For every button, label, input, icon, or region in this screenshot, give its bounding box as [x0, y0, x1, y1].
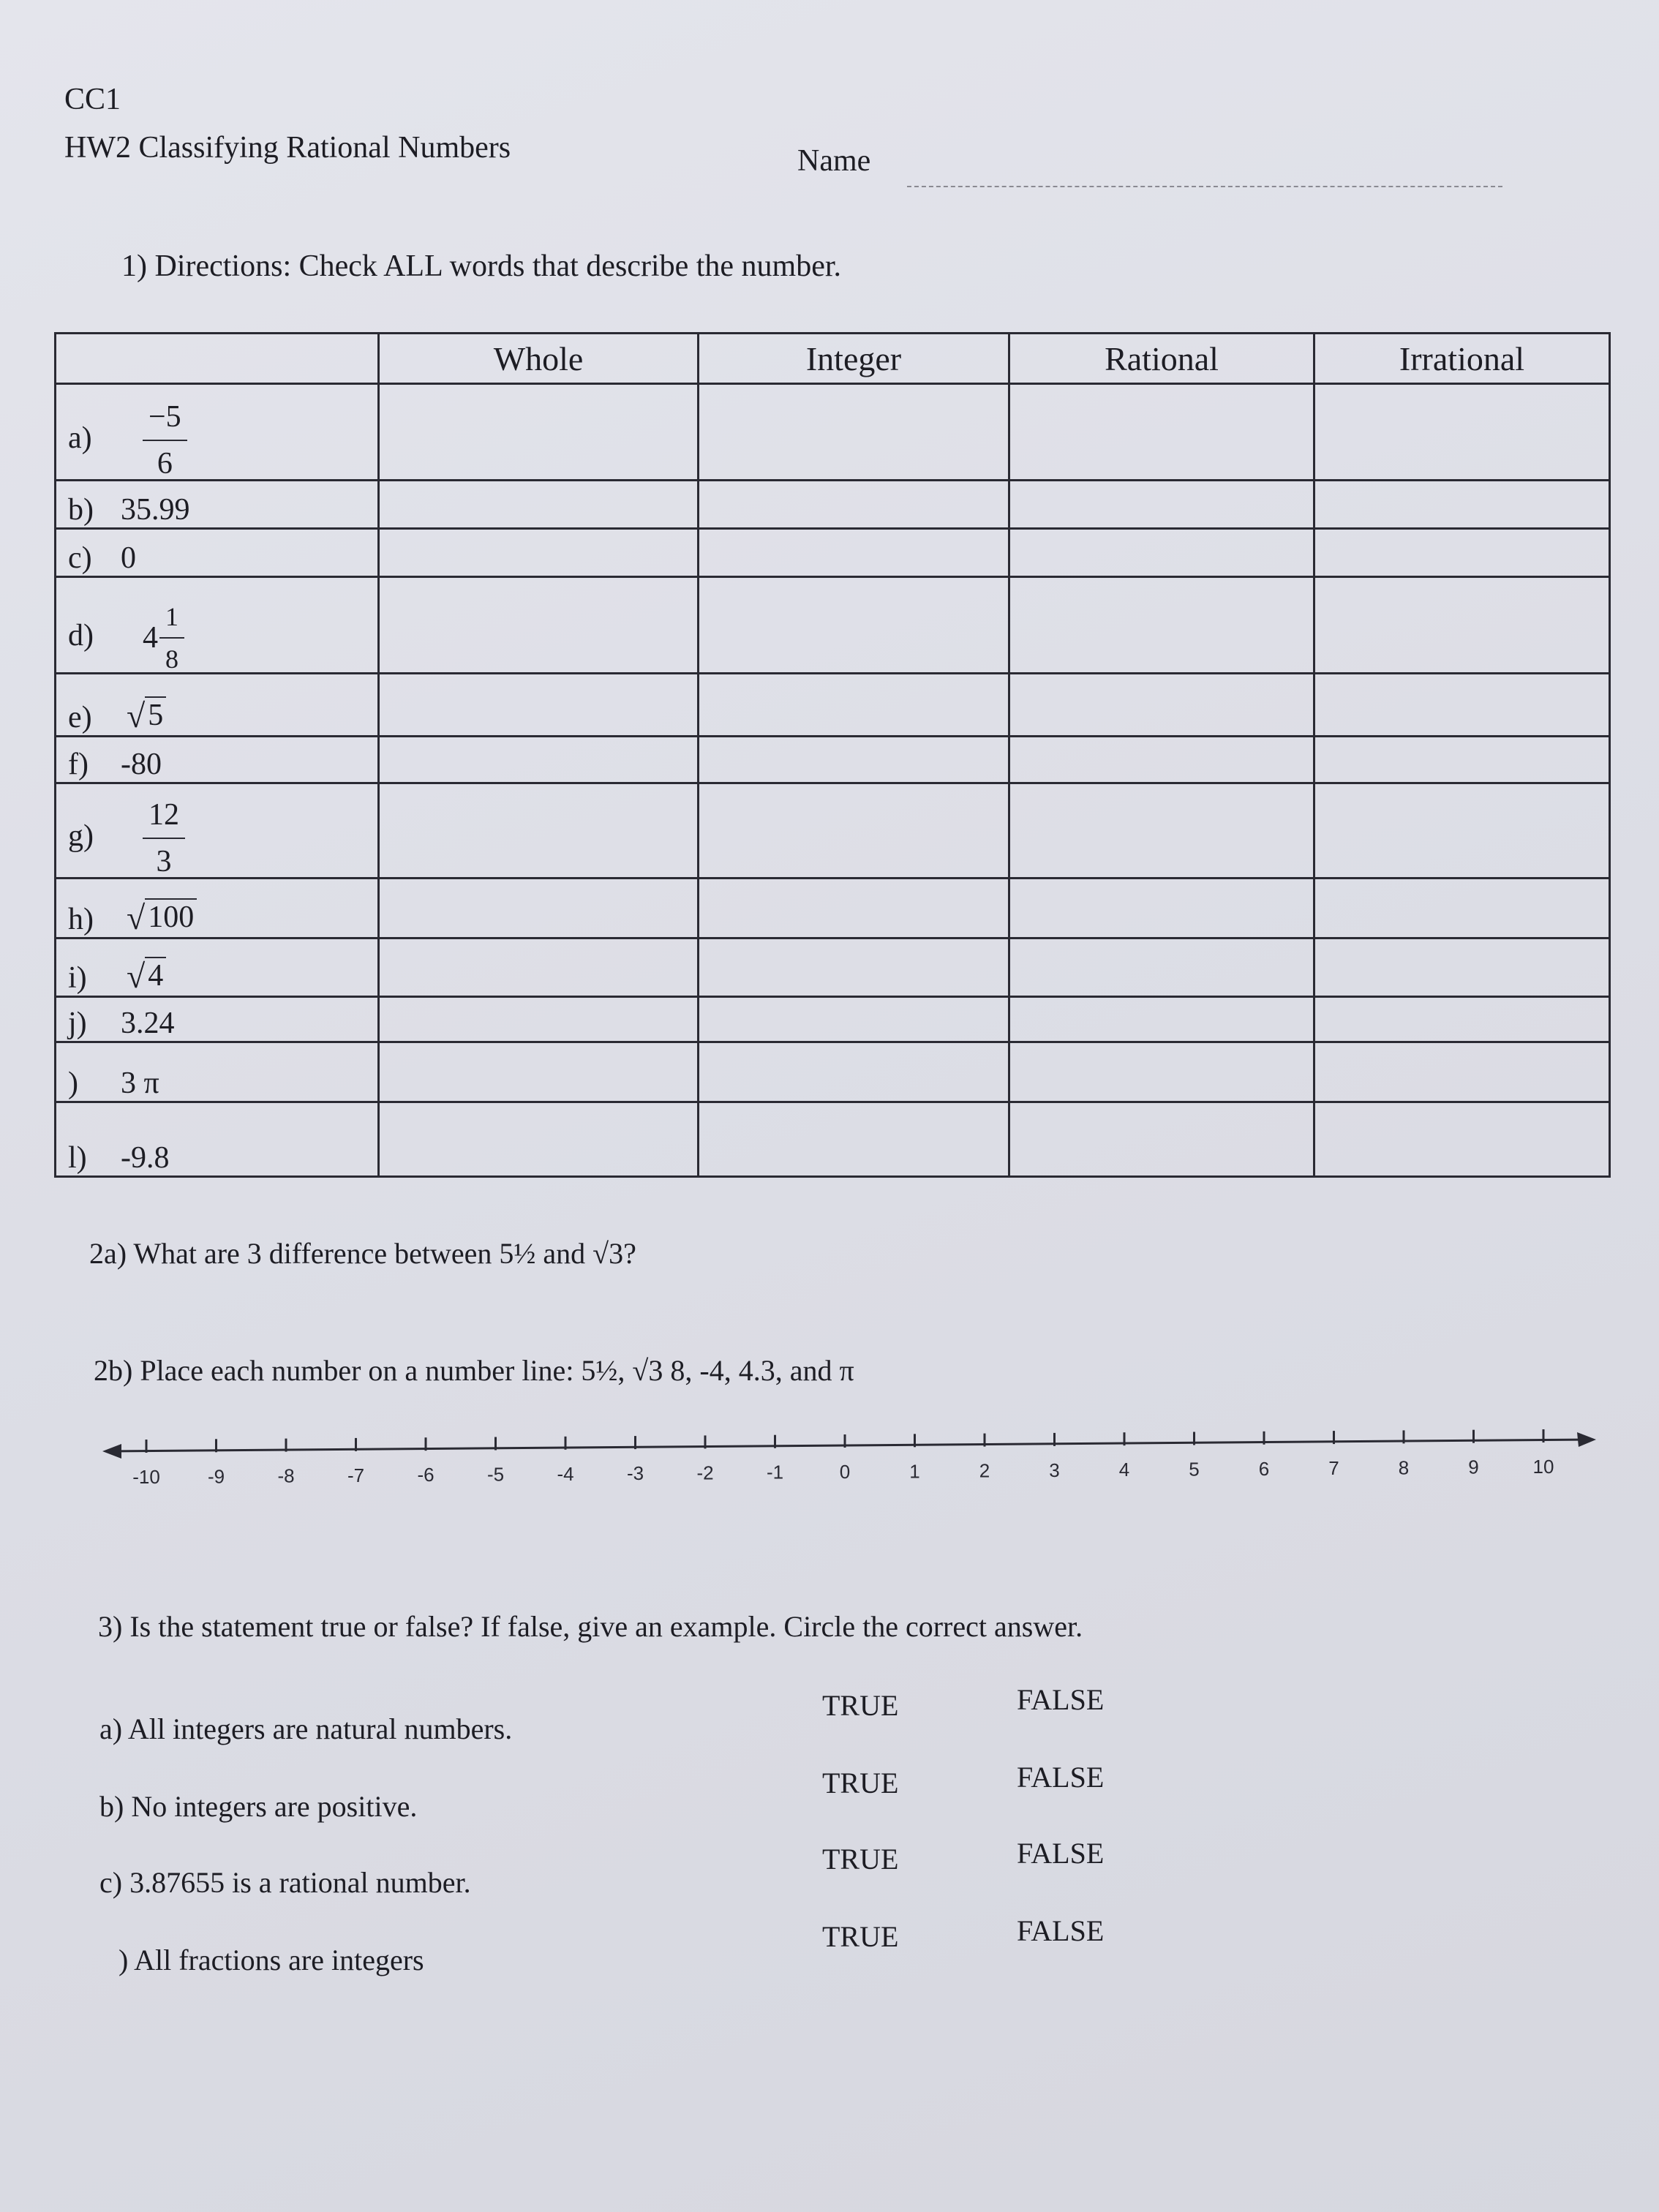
radical-icon: √: [127, 958, 146, 995]
check-cell-rational[interactable]: [1009, 997, 1314, 1042]
row-label: ): [68, 1066, 78, 1100]
table-row: [56, 674, 1610, 737]
check-cell-whole[interactable]: [379, 481, 699, 529]
worksheet-title: HW2 Classifying Rational Numbers: [64, 131, 511, 165]
table-row: [56, 997, 1610, 1042]
number-cell: [56, 481, 379, 529]
number-line-tick-label: 1: [909, 1460, 920, 1483]
number-line-tick-label: -3: [626, 1462, 644, 1485]
check-cell-integer[interactable]: [699, 384, 1009, 481]
table-row: [56, 1102, 1610, 1177]
number-line-ticks: [132, 1429, 1554, 1488]
number-line-tick-label: -2: [696, 1462, 714, 1484]
number-line-tick-label: 10: [1532, 1456, 1554, 1478]
radical-icon: √: [127, 697, 146, 734]
tf-statement: b) No integers are positive.: [99, 1790, 418, 1823]
false-option[interactable]: FALSE: [1017, 1837, 1105, 1870]
number-value: 3.24: [121, 1007, 175, 1040]
check-cell-whole[interactable]: [379, 879, 699, 938]
header-whole: Whole: [379, 334, 699, 384]
check-cell-rational[interactable]: [1009, 783, 1314, 879]
number-cell: [56, 783, 379, 879]
square-root: [127, 957, 166, 996]
number-line-tick-label: -7: [347, 1464, 365, 1486]
check-cell-rational[interactable]: [1009, 938, 1314, 997]
number-line-tick-label: 5: [1189, 1458, 1200, 1481]
table-row: [56, 1042, 1610, 1102]
number-cell: [56, 938, 379, 997]
number-value: 35.99: [121, 493, 190, 527]
row-label: f): [68, 748, 89, 781]
check-cell-whole[interactable]: [379, 783, 699, 879]
right-arrow-icon: [1577, 1432, 1596, 1447]
check-cell-integer[interactable]: [699, 1042, 1009, 1102]
fraction-numerator: 1: [159, 603, 184, 639]
check-cell-irrational[interactable]: [1314, 1102, 1610, 1177]
radical-icon: √: [127, 899, 146, 936]
number-line-tick-label: 9: [1468, 1456, 1479, 1478]
number-line-tick-label: -6: [417, 1464, 434, 1486]
number-line[interactable]: [102, 1419, 1602, 1521]
table-row: [56, 481, 1610, 529]
radicand: 5: [145, 696, 166, 733]
fraction-denominator: 6: [157, 447, 173, 481]
number-line-tick-label: 6: [1258, 1457, 1270, 1480]
number-cell: [56, 529, 379, 577]
number-value: 3 π: [121, 1066, 159, 1100]
question-2a: 2a) What are 3 difference between 5½ and √3?: [89, 1237, 636, 1270]
fraction: [143, 402, 187, 479]
fraction-numerator: 12: [143, 800, 185, 839]
number-value: 0: [121, 541, 136, 575]
check-cell-whole[interactable]: [379, 1042, 699, 1102]
section1-directions: 1) Directions: Check ALL words that describe the number.: [121, 249, 842, 283]
number-line-tick-label: 4: [1118, 1459, 1130, 1481]
check-cell-integer[interactable]: [699, 1102, 1009, 1177]
number-line-tick-label: -9: [207, 1465, 225, 1488]
check-cell-irrational[interactable]: [1314, 879, 1610, 938]
number-cell: [56, 997, 379, 1042]
radicand: 100: [145, 898, 197, 935]
number-cell: [56, 737, 379, 783]
row-label: j): [68, 1007, 87, 1040]
number-cell: [56, 1042, 379, 1102]
check-cell-integer[interactable]: [699, 529, 1009, 577]
left-arrow-icon: [102, 1444, 121, 1459]
row-label: a): [68, 421, 92, 455]
false-option[interactable]: FALSE: [1017, 1683, 1105, 1716]
table-row: [56, 938, 1610, 997]
check-cell-whole[interactable]: [379, 577, 699, 674]
row-label: c): [68, 541, 92, 575]
fraction-denominator: 8: [165, 644, 178, 674]
check-cell-integer[interactable]: [699, 674, 1009, 737]
check-cell-irrational[interactable]: [1314, 737, 1610, 783]
number-line-tick-label: 8: [1398, 1456, 1410, 1479]
true-option[interactable]: TRUE: [822, 1767, 899, 1799]
check-cell-irrational[interactable]: [1314, 938, 1610, 997]
check-cell-rational[interactable]: [1009, 481, 1314, 529]
check-cell-irrational[interactable]: [1314, 783, 1610, 879]
false-option[interactable]: FALSE: [1017, 1914, 1105, 1947]
fraction-numerator: −5: [143, 402, 187, 441]
number-value: -80: [121, 748, 162, 781]
square-root: [127, 696, 166, 735]
number-line-axis: [108, 1440, 1587, 1451]
true-option[interactable]: TRUE: [822, 1920, 899, 1953]
check-cell-irrational[interactable]: [1314, 384, 1610, 481]
check-cell-integer[interactable]: [699, 997, 1009, 1042]
false-option[interactable]: FALSE: [1017, 1761, 1105, 1794]
check-cell-irrational[interactable]: [1314, 481, 1610, 529]
check-cell-rational[interactable]: [1009, 529, 1314, 577]
check-cell-whole[interactable]: [379, 1102, 699, 1177]
row-label: d): [68, 618, 94, 652]
check-cell-rational[interactable]: [1009, 674, 1314, 737]
check-cell-whole[interactable]: [379, 938, 699, 997]
row-label: l): [68, 1141, 87, 1175]
check-cell-integer[interactable]: [699, 938, 1009, 997]
table-row: [56, 737, 1610, 783]
course-code: CC1: [64, 83, 121, 116]
number-value: -9.8: [121, 1141, 170, 1175]
check-cell-irrational[interactable]: [1314, 1042, 1610, 1102]
table-header-row: [56, 334, 1610, 384]
number-cell: [56, 384, 379, 481]
check-cell-irrational[interactable]: [1314, 997, 1610, 1042]
check-cell-integer[interactable]: [699, 879, 1009, 938]
check-cell-irrational[interactable]: [1314, 577, 1610, 674]
name-label: Name: [797, 144, 871, 178]
classification-table: [54, 332, 1611, 1178]
question-3-prompt: 3) Is the statement true or false? If false, give an example. Circle the correct answer.: [98, 1610, 1083, 1643]
check-cell-integer[interactable]: [699, 737, 1009, 783]
check-cell-rational[interactable]: [1009, 384, 1314, 481]
number-line-tick-label: -4: [557, 1462, 574, 1485]
check-cell-irrational[interactable]: [1314, 674, 1610, 737]
check-cell-whole[interactable]: [379, 737, 699, 783]
number-line-tick-label: -8: [277, 1464, 295, 1487]
tf-statement: c) 3.87655 is a rational number.: [99, 1866, 471, 1899]
header-irrational: Irrational: [1314, 334, 1610, 384]
number-line-tick-label: 2: [979, 1459, 990, 1482]
table-row: [56, 577, 1610, 674]
tf-statement: a) All integers are natural numbers.: [99, 1712, 513, 1745]
number-line-tick-label: -1: [766, 1461, 784, 1483]
check-cell-rational[interactable]: [1009, 737, 1314, 783]
header-empty-cell: [56, 334, 379, 384]
check-cell-rational[interactable]: [1009, 879, 1314, 938]
header-integer: Integer: [699, 334, 1009, 384]
number-cell: [56, 674, 379, 737]
true-option[interactable]: TRUE: [822, 1689, 899, 1722]
check-cell-whole[interactable]: [379, 529, 699, 577]
number-line-tick-label: 0: [839, 1461, 851, 1483]
header-rational: Rational: [1009, 334, 1314, 384]
table-row: [56, 384, 1610, 481]
table-row: [56, 879, 1610, 938]
number-line-tick-label: -5: [486, 1463, 505, 1486]
number-line-tick-label: 3: [1049, 1459, 1060, 1481]
mixed-whole: 4: [143, 621, 158, 655]
name-field-line[interactable]: [907, 186, 1502, 187]
question-2b: 2b) Place each number on a number line: 5½, √3 8, -4, 4.3, and π: [94, 1354, 854, 1387]
fraction: [143, 800, 185, 877]
check-cell-integer[interactable]: [699, 783, 1009, 879]
table-body: [56, 384, 1610, 1177]
fraction: [159, 603, 184, 672]
tf-statement: ) All fractions are integers: [118, 1944, 424, 1976]
check-cell-irrational[interactable]: [1314, 529, 1610, 577]
check-cell-rational[interactable]: [1009, 1102, 1314, 1177]
mixed-number: [143, 603, 184, 672]
check-cell-whole[interactable]: [379, 674, 699, 737]
row-label: h): [68, 903, 94, 936]
number-line-tick-label: 7: [1328, 1457, 1339, 1480]
check-cell-rational[interactable]: [1009, 577, 1314, 674]
number-cell: [56, 577, 379, 674]
table-row: [56, 783, 1610, 879]
check-cell-integer[interactable]: [699, 481, 1009, 529]
row-label: i): [68, 961, 87, 995]
square-root: [127, 898, 197, 937]
table-row: [56, 529, 1610, 577]
true-option[interactable]: TRUE: [822, 1843, 899, 1876]
row-label: b): [68, 493, 94, 527]
number-cell: [56, 1102, 379, 1177]
number-line-tick-label: -10: [132, 1466, 160, 1488]
number-cell: [56, 879, 379, 938]
check-cell-whole[interactable]: [379, 384, 699, 481]
check-cell-whole[interactable]: [379, 997, 699, 1042]
row-label: e): [68, 701, 92, 734]
row-label: g): [68, 819, 94, 853]
check-cell-integer[interactable]: [699, 577, 1009, 674]
fraction-denominator: 3: [156, 845, 172, 879]
check-cell-rational[interactable]: [1009, 1042, 1314, 1102]
radicand: 4: [145, 957, 166, 993]
